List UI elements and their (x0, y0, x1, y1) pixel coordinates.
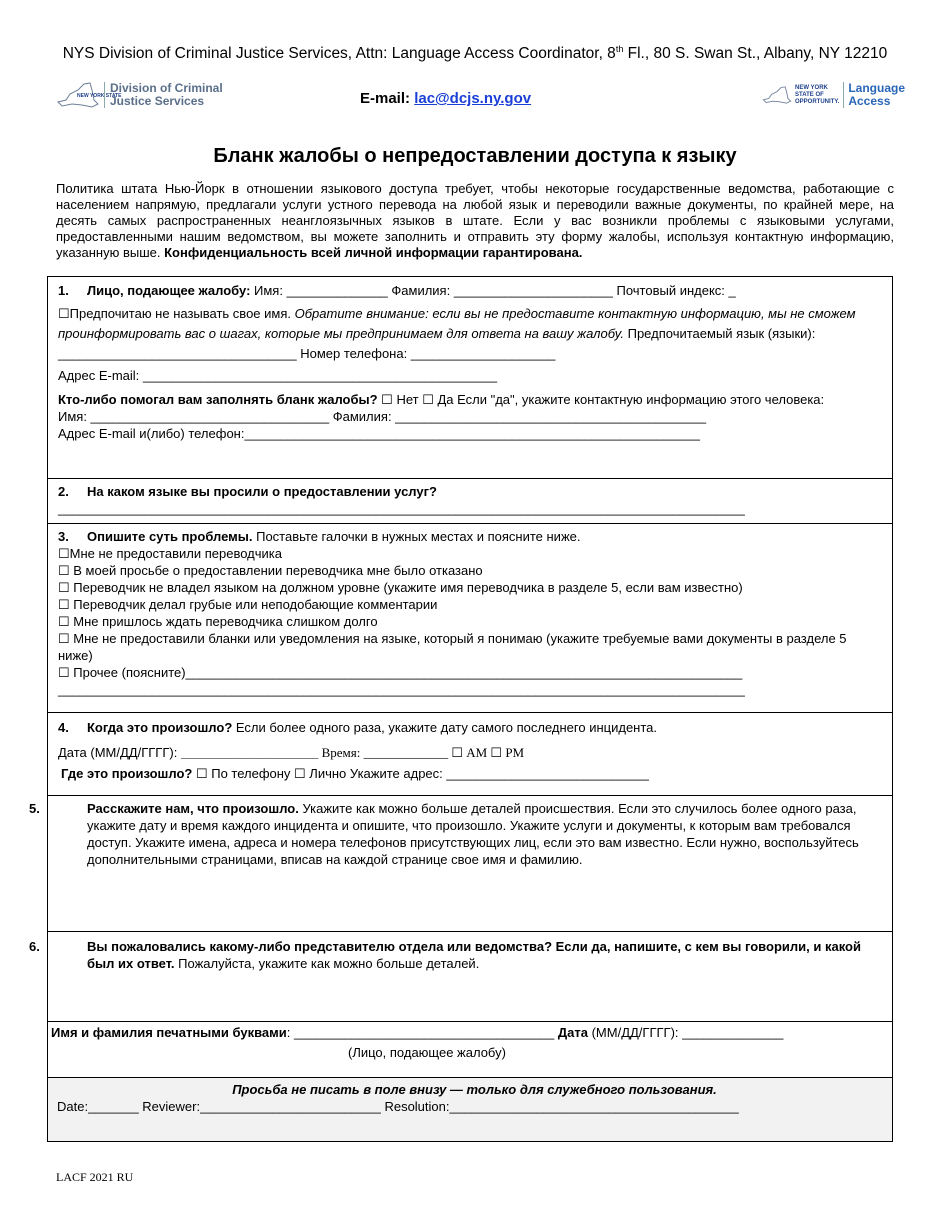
ny-opportunity-text: NEW YORK STATE OF OPPORTUNITY. (795, 84, 840, 105)
email-address-line[interactable]: Адрес E-mail: _________________________________________________ (58, 368, 498, 383)
complainant-name-line[interactable]: 1. Лицо, подающее жалобу: Имя: ______________ Фамилия: ______________________ Почтовый индекс: _ (58, 283, 736, 298)
contact-email: E-mail: lac@dcjs.ny.gov (360, 90, 532, 107)
page-title: Бланк жалобы о непредоставлении доступа к языку (213, 145, 737, 167)
ny-state-logo-text: NEW YORK STATE (77, 93, 122, 99)
helper-question[interactable]: Кто-либо помогал вам заполнять бланк жалобы? ☐ Нет ☐ Да Если "да", укажите контактную информацию этого человека: (58, 392, 825, 407)
printed-name-line[interactable]: Имя и фамилия печатными буквами: ____________________________________ Дата (ММ/ДД/ГГГГ): ______________ (51, 1025, 784, 1040)
email-link[interactable]: lac@dcjs.ny.gov (414, 90, 532, 107)
problem-option[interactable]: ☐ В моей просьбе о предоставлении переводчика мне было отказано (58, 563, 483, 578)
language-question: 2. На каком языке вы просили о предоставлении услуг? (58, 484, 437, 499)
section-complainant (48, 277, 892, 479)
form-code: LACF 2021 RU (56, 1170, 134, 1184)
section-what-happened (29, 796, 892, 932)
date-time-line[interactable]: Дата (ММ/ДД/ГГГГ): ___________________ Время: _____________ ☐ AM ☐ PM (58, 745, 525, 760)
where-line[interactable]: Где это произошло? ☐ По телефону ☐ Лично Укажите адрес: ____________________________ (61, 766, 649, 781)
section-language (48, 479, 892, 524)
problem-option[interactable]: ☐ Мне не предоставили бланки или уведомления на языке, который я понимаю (укажите требуемые вами документы в разделе 5 ниже) (58, 631, 847, 663)
signature-caption: (Лицо, подающее жалобу) (348, 1045, 506, 1060)
problem-extra-line[interactable]: _______________________________________________________________________________________________ (58, 682, 745, 697)
ny-state-outline-icon (762, 80, 792, 110)
office-address: NYS Division of Criminal Justice Services, Attn: Language Access Coordinator, 8th Fl., 80 S. Swan St., Albany, NY 12210 (62, 44, 888, 63)
problem-option-other[interactable]: ☐ Прочее (поясните)_____________________________________________________________________________ (58, 665, 743, 680)
complained-text: 6. Вы пожаловались какому-либо представителю отдела или ведомства? Если да, напишите, с кем вы говорили, и какой был их ответ. Пожалуйста, укажите как можно больше деталей. (29, 939, 861, 971)
section-office-use (48, 1078, 892, 1141)
intro-paragraph: Политика штата Нью-Йорк в отношении языкового доступа требует, чтобы некоторые государственные ведомства, работающие с населением напрямую, предлагали услуги устного перевода на любой язык и переводили важные документы, по крайней мере, на десять самых распространенных неанглоязычных языков в штате. Если у вас возникли проблемы с языковыми услугами, предоставленными нашим ведомством, вы можете заполнить и отправить эту форму жалобы, используя контактную информацию, указанную выше. Конфиденциальность всей личной информации гарантирована. (56, 181, 894, 260)
language-access-text: Language Access (843, 82, 905, 108)
helper-name-line[interactable]: Имя: _________________________________ Фамилия: ___________________________________________ (58, 409, 707, 424)
problem-heading: 3. Опишите суть проблемы. Поставьте галочки в нужных местах и поясните ниже. (58, 529, 581, 544)
when-heading: 4. Когда это произошло? Если более одного раза, укажите дату самого последнего инцидента. (58, 720, 658, 735)
section-problem (48, 524, 892, 713)
section-when (48, 713, 892, 796)
problem-option[interactable]: ☐Мне не предоставили переводчика (58, 546, 282, 561)
ny-state-outline-icon (56, 80, 122, 110)
language-answer-line[interactable]: _______________________________________________________________________________________________ (58, 501, 745, 516)
office-use-notice: Просьба не писать в поле внизу — только для служебного пользования. (232, 1082, 717, 1097)
language-access-logo (762, 80, 905, 110)
dcjs-logo (56, 80, 223, 110)
problem-option[interactable]: ☐ Переводчик не владел языком на должном уровне (укажите имя переводчика в разделе 5, если вам известно) (58, 580, 743, 595)
dcjs-logo-text: Division of Criminal Justice Services (104, 82, 223, 108)
problem-option[interactable]: ☐ Переводчик делал грубые или неподобающие комментарии (58, 597, 438, 612)
office-use-line: Date:_______ Reviewer:_________________________ Resolution:________________________________________ (57, 1099, 739, 1114)
anonymous-option[interactable]: ☐Предпочитаю не называть свое имя. Обратите внимание: если вы не предоставите контактную информацию, мы не сможем проинформировать вас о шагах, которые мы предпринимаем для ответа на вашу жалобу. Предпочитаемый язык (языки): _________________________________ Номер телефона: ____________________ (58, 306, 856, 361)
section-complained (29, 932, 892, 1022)
what-happened-text: 5. Расскажите нам, что произошло. Укажите как можно больше деталей происшествия. Если это случилось более одного раза, укажите дату и время каждого инцидента и опишите, что произошло. Укажите услуги и документы, к которым вам требовался доступ. Укажите имена, адреса и номера телефонов присутствующих лиц, если это вам известно. Если нужно, воспользуйтесь дополнительными страницами, вписав на каждой странице свое имя и фамилию. (29, 801, 859, 867)
complaint-form (29, 276, 893, 1142)
problem-option[interactable]: ☐ Мне пришлось ждать переводчика слишком долго (58, 614, 378, 629)
section-signature (48, 1022, 892, 1078)
helper-contact-line[interactable]: Адрес E-mail и(либо) телефон:_______________________________________________________________ (58, 426, 700, 441)
